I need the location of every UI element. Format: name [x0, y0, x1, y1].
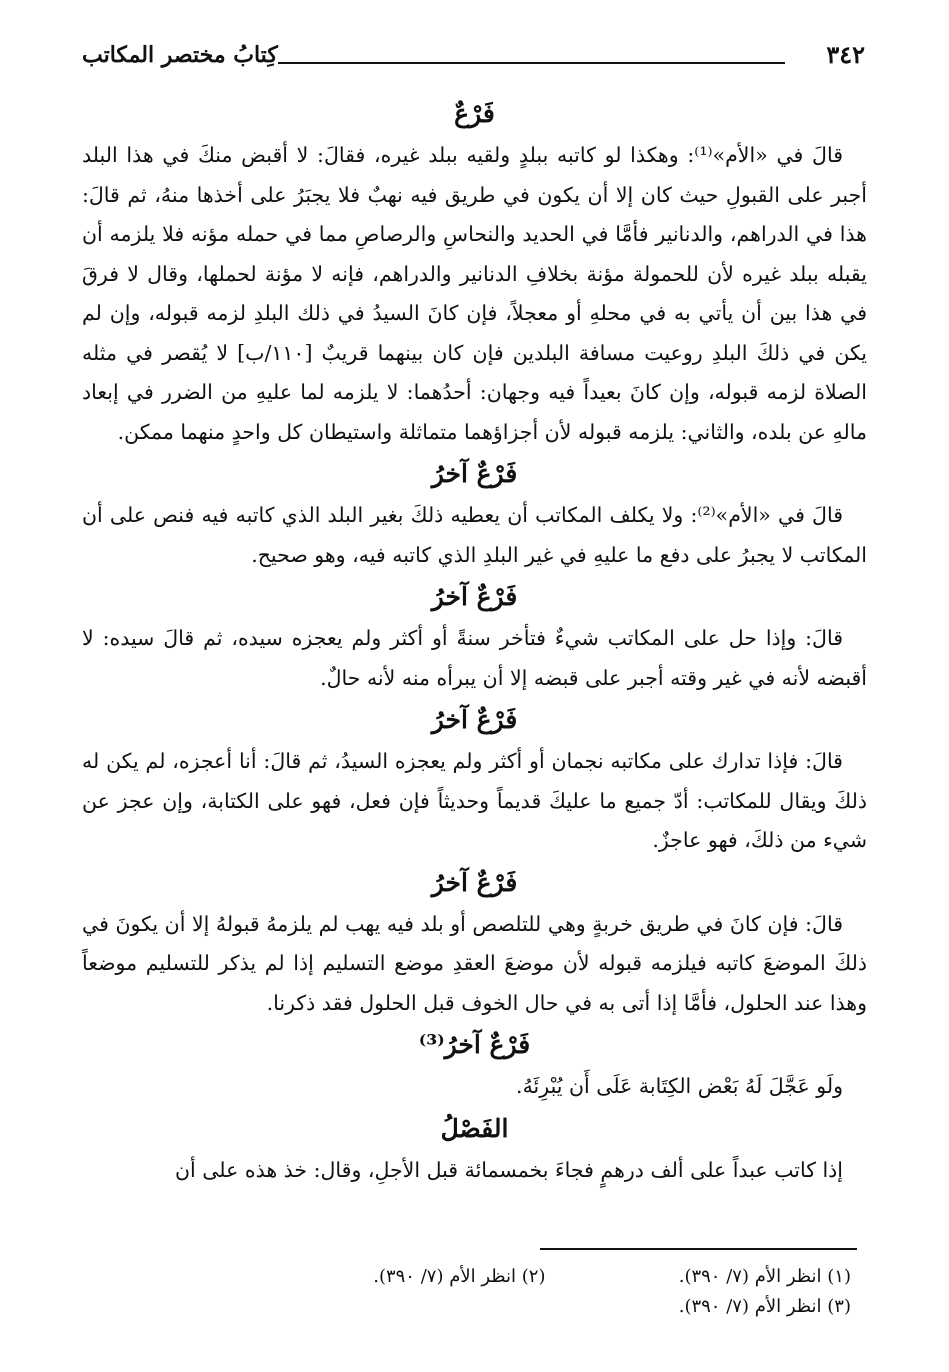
- header-rule: [278, 62, 785, 64]
- paragraph: قالَ: فإذا تدارك على مكاتبه نجمان أو أكثر ولم يعجزه السيدُ، ثم قالَ: أنا أعجزه، لم يكن له ذلكَ ويقال للمكاتب: أدّ جميع ما عليكَ قديماً وحديثاً فإن فعل، فهو على الكتابة، وإن عجز عن شيء من ذلكَ، فهو عاجزٌ.: [82, 749, 867, 852]
- book-title: كِتابُ مختصر المكاتب: [82, 42, 278, 68]
- main-text: [82, 92, 867, 1190]
- paragraph: قالَ في «الأم»⁽²⁾: ولا يكلف المكاتب أن يعطيه ذلكَ بغير البلد الذي كاتبه فيه فنص على أن المكاتب لا يجبرُ على دفع ما عليهِ في غير البلدِ الذي كاتبه فيه، وهو صحيح.: [82, 503, 867, 567]
- footnote-3: (٣) انظر الأم (٧/ ٣٩٠).: [678, 1296, 851, 1317]
- paragraph: قالَ: وإذا حل على المكاتب شيءٌ فتأخر سنةً أو أكثر ولم يعجزه سيده، ثم قالَ سيده: لا أقبضه لأنه في غير وقته أجبر على قبضه إلا أن يبرأه منه لأنه حالٌ.: [82, 626, 867, 690]
- paragraph: قالَ: فإن كانَ في طريق خربةٍ وهي للتلصص أو بلد فيه يهب لم يلزمهُ قبولهُ إلا أن يكونَ في ذلكَ الموضعَ كاتبه فيلزمه قبوله لأن موضعَ العقدِ موضع التسليم إذا لم يذكر للتسليم موضعاً وهذا عند الحلول، فأمَّا إذا أتى به في حال الخوف قبل الحلول فقد ذكرنا.: [82, 911, 867, 1015]
- section-heading: فَرْعٌ آخرُ: [431, 459, 518, 488]
- section-heading: فَرْعٌ آخرُ: [431, 582, 518, 611]
- section-heading: الفَصْلُ: [440, 1113, 509, 1143]
- section-heading: فَرْعٌ آخرُ⁽³⁾: [418, 1030, 531, 1059]
- section-heading: فَرْعٌ آخرُ: [431, 705, 518, 734]
- paragraph: قالَ في «الأم»⁽¹⁾: وهكذا لو كاتبه ببلدٍ ولقيه ببلد غيره، فقالَ: لا أقبض منكَ في هذا البلد أجبر على القبولِ حيث كان إلا أن يكون في طريق فيه نهبٌ فلا يجبَرُ على أخذها منهُ، ثم قالَ: هذا في الدراهم، والدنانير فأمَّا في الحديد والنحاسِ والرصاصِ مما في حمله مؤنه فلا يلزمه أن يقبله ببلد غيره لأن للحمولة مؤنة بخلافِ الدنانير والدراهم، فإنه لا مؤنة لحملها، وقال لا فرقَ في هذا بين أن يأتي به في محلهِ أو معجلاً، فإن كانَ السيدُ في ذلك البلدِ لزمه قبوله، وإن لم يكن في ذلكَ البلدِ روعيت مسافة البلدين فإن كان بينهما قريبٌ [١١٠/ب] لا يُقصر في مثله الصلاة لزمه قبوله، وإن كانَ بعيداً فيه وجهان: أحدُهما: لا يلزمه لما عليهِ من الضرر في إبعاد مالهِ عن بلده، والثاني: يلزمه قبوله لأن أجزاؤهما متماثلة واستيطان كل واحدٍ منهما ممكن.: [82, 143, 867, 444]
- footnotes: [240, 1262, 851, 1322]
- section-heading: فَرْعٌ آخرُ: [431, 867, 518, 897]
- page-number: ٣٤٢: [826, 40, 865, 69]
- footnote-2: (٢) انظر الأم (٧/ ٣٩٠).: [373, 1266, 546, 1287]
- footnote-1: (١) انظر الأم (٧/ ٣٩٠).: [678, 1266, 851, 1287]
- section-heading: فَرْعٌ: [454, 99, 495, 128]
- footnote-rule: [540, 1248, 857, 1250]
- quoted-matn: ولَو عَجَّلَ لَهُ بَعْض الكِتَابة عَلَى أَن يُبْرِئَهُ.: [516, 1074, 843, 1098]
- page-header: [78, 40, 869, 80]
- paragraph: إذا كاتب عبداً على ألف درهمٍ فجاءَ بخمسمائة قبل الأجلِ، وقال: خذ هذه على أن: [174, 1157, 843, 1182]
